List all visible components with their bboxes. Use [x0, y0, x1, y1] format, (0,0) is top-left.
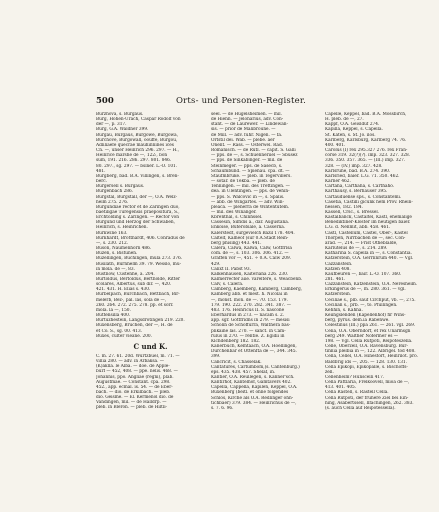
index-line: Camberg, Kaemberg, Kamberg, Camberg, [211, 287, 303, 293]
index-line: Calv, s. Calera. [211, 282, 244, 288]
index-line: Buxenberg (beitl. et ohne folgendes [211, 390, 289, 396]
index-line: pleaca. — plenerra de Wintentutem. [211, 204, 290, 210]
index-line: Celestinus (III.) ppa 261. — 261. vgl. 269. [325, 323, 416, 329]
index-line: Katzerstein. [325, 292, 352, 298]
index-line: Benediktiner-Kloster im heutigen baier. [325, 220, 411, 226]
index-line: Caltelf, Kälheof (sur 0.A.Stadt Rein- [211, 235, 289, 241]
index-line: 483. 176. Heinricus II. S. nascone [211, 307, 285, 313]
index-line: Kantier, O.A. Reüllegen, s. Kanner'sch. [211, 374, 295, 380]
index-line: Cn. —, unser Heinrich 296. 297. — H., [96, 148, 180, 154]
index-line: corse 319. 32(?)(?). imp. 323. 327. 328. [325, 153, 411, 159]
index-line: eps. 435. 438. 457. Shelaf, in. [211, 369, 276, 375]
index-line: Celle, Oberzell, O.A. Ravensburg. Bur- [325, 344, 408, 350]
index-line: Karlutelus de —, s. 214. 289. [325, 246, 388, 252]
index-line: Burchove, Burgowall, oouffe, Burgou, [96, 137, 178, 143]
index-line: de Mill. — adv. fuhr. Nigen. — fa. [211, 132, 283, 138]
index-line: Kehhin, s. Kahna. [325, 307, 363, 313]
index-line: —, s. 230. 212. [96, 240, 129, 246]
index-line: plikaine las. 270. — sanct. in Cam- [211, 328, 286, 334]
section-heading: C und K. [133, 341, 168, 351]
index-line: 179. 190. 222. 270. 282. 341. 387. — [211, 302, 291, 308]
index-line: 260. 264. 272. 275. 278. pp. et sorr. [96, 302, 174, 308]
index-line: Burkhardt, Brotthardt, 406. Conradus de [96, 235, 185, 241]
index-line: Buzen, s. Bistunen. [96, 251, 138, 257]
index-line: scolares, Albertus, sub dir. —, 420. [96, 282, 172, 288]
index-line: Cazzanstein. [325, 261, 353, 267]
index-line: baetiligae Turegensis praepositura, S., [96, 209, 180, 215]
index-line: Casetia, Castilli gicunk hem Prov. Rhein- [325, 199, 413, 205]
index-line: 421. 431. H. Elias s. 430. [96, 287, 151, 293]
index-line: Burgau, Burgaus, Burgowe, Burgowa, [96, 132, 179, 138]
index-line: 481. [96, 168, 106, 174]
index-line: Burtuzhestein, Langsdrotingen 219. 220. [96, 318, 185, 324]
index-line: hessen, 182. 184. [325, 204, 363, 210]
index-line: Kastalbanck, Castaltel, Kastl, ehemalige [325, 215, 412, 221]
index-line: 198. — Vgl. Cella Rutpoti, Reipoteszella. [325, 338, 413, 344]
index-line: Kaufbeuren —, bair. L.-O. 107. 360. [325, 271, 402, 277]
index-line: s. 7. 6. 96. [211, 405, 234, 411]
index-line: Staufmbrüke. — pleb. in Tegervillers. [211, 173, 292, 179]
index-line: Katzen 408. [325, 266, 351, 272]
index-line: Kappf, O.A. Geislduf 274. [325, 122, 380, 128]
index-line: Kantirhof, Kantelhof, Gamtavers 402. [211, 380, 292, 386]
index-line: Eberhardus in 273. — nacam s. 2. [211, 313, 285, 319]
index-line: — pps. de —, s. Schuenneriiel — Sbusez [211, 153, 298, 159]
index-line: Erchtolding s. Zaringen. — Rector von [96, 215, 179, 221]
index-line: 336. 350. 357. 365. — (III.) imp. 327. [325, 158, 406, 164]
index-line: Karthausy, s. Berhauser 395. [325, 189, 388, 195]
index-line: Burbelpach, Bürchbach, Bettbach, Bir- [96, 292, 180, 298]
index-line: Burgersell s. Burgaus. [96, 184, 145, 190]
index-line: berg, pyrus. dem.ia Rabenwe. [325, 318, 390, 324]
index-line: burf — 452, 408. — ppe. nelis. 468. — [96, 369, 178, 375]
index-line: Burkwine 163. [96, 230, 128, 236]
index-line: Kbrenthal, s. Chinhssel. [211, 215, 263, 221]
index-line: villia 280. — adv. in Arbaksa. — [96, 359, 165, 365]
index-line: 413. 401. 405. [325, 385, 357, 391]
index-line: H. pleb. de —, 27. [325, 117, 364, 123]
index-line: (K)aklla. le Alba. — doe. de Apple- [96, 364, 170, 370]
index-line: — abb. de Wingartes. — adv. Win- [211, 199, 284, 205]
index-line: Buzellingen, Büchingen, mula 273. 376. [96, 256, 183, 262]
index-line: Cella Pattlaria, Frelkoovell, mioa de —, [325, 380, 410, 386]
index-line: Burzhova, s. Burgaus. [96, 112, 144, 117]
index-line: Katzerstein, O.A. Gerrlinrum 440. — Vgl. [325, 256, 414, 262]
index-line: Burtoldus, Bertoldus, Bertholde, Ritter [96, 277, 180, 282]
index-line: hing, Asabertssell, Ilfachingen, 262. 383. [325, 400, 414, 406]
page-header [96, 96, 434, 110]
index-line: de Hienn. — Jeloharius, adv. Con- [211, 117, 284, 123]
index-line: Onent. — Rass. — Osterwel. Rad. [211, 142, 284, 148]
index-line: Buson, Naumenhorn 486. [96, 246, 152, 252]
index-line: in mola. de —, 83. [96, 266, 135, 272]
index-line: — mil. des Winanger. [211, 209, 257, 215]
index-line: Katharina S. capella in —, s. Constantia. [325, 251, 412, 257]
index-line: Burgundiae rector et de Zaringen duo, [96, 204, 180, 210]
index-line: Adliliaefe quecrae mauhinnines ices [96, 142, 174, 148]
index-line: Busilath, Burnhelm 39. 79. Wesslo, mu- [96, 261, 182, 267]
index-line: Cella Epikopi, Epikopalle, s. Bischoffs- [325, 364, 408, 370]
index-line: Cartauduense sps., s. Constantemi. [325, 194, 402, 200]
index-line: Kapilla, Keppel, s. Capella. [325, 127, 383, 133]
index-column-2 [211, 112, 320, 507]
index-line: Kalmerrecter aiie. vareltere, s. Weacbenb. [211, 277, 303, 282]
index-line: Vandingen, mil. — de Halldrp. — [96, 400, 167, 406]
index-line: Karlberg, Karlsburg, Karlberg 74. 76. [325, 137, 407, 143]
index-line: Karner 462. [325, 179, 351, 185]
index-line: 399. [211, 354, 221, 360]
index-line: Augustmae. — Constant. cpa. 298. [96, 379, 171, 385]
index-line: Burgberg, bad. B.A. Villingen, s. Bren- [96, 173, 179, 179]
index-line: Ceciliae s., plb. sauf Circhput, vb. —, 275. [325, 297, 416, 303]
index-line: Cazzanstein, Katzenstein, O.A. Neresheim. [325, 282, 418, 288]
index-line: tichbaer) 379. 384. — Heinrichus de —, [211, 400, 297, 406]
index-line: berg 249. Walther Nofermer es — [325, 333, 399, 339]
index-line: Capelle, Keppel, bad. B.A. Mossbirch, [325, 112, 407, 117]
index-line: Baldbrig ids —, 205. — 128. 130. 131. [325, 359, 407, 365]
index-line: Cecilian s., prb. —, to. Pfullingen. [325, 302, 398, 308]
index-line: Keiingslenden (Kapellenhof) fir Wins- [325, 313, 406, 319]
index-line: (s. auch Cella auf Reipotessella). [325, 405, 396, 411]
index-line: Graffen vor —, 451. ÷ 0.A. Calw 209. [211, 256, 292, 262]
index-line: Cartaha, Carthaha, s. Carthaho. [325, 184, 395, 190]
index-line: rulus in 270. — rentle. Z. Egidii in [211, 333, 285, 339]
index-line: 429. [211, 261, 221, 267]
index-line: Cella Rastell, s. Rastell Cella. [325, 390, 389, 396]
index-line: Ortstil dei. Wab. — plebe. aer [211, 137, 275, 143]
index-line: Schölin de Schöffurra, Walthera bas- [211, 323, 291, 329]
index-line: Enkoise, Buterobiale, a. Casserna. [211, 225, 286, 231]
index-line: Kamberg abb. et mest. h. Nicolai in [211, 292, 288, 298]
index-line: Burg, G.A. Waldner 399. [96, 127, 149, 133]
index-line: Cella Rutpoti, der frühere Ziel bei Ein- [325, 395, 409, 401]
index-line: Karlsried, baier. L.G. 71. 350. 462. [325, 173, 400, 179]
index-line: app. sgr. Gottfridns in 279. — mesisi [211, 318, 290, 324]
index-line: Cancricit, s. Chasselak. [211, 359, 262, 365]
index-line: Calixt II. Pabst 93. [211, 266, 251, 272]
index-line: Tenningen. — mil. des Trettingen. — [211, 184, 290, 190]
index-line: Thorpen, Nirrbachen de —, sec. Con- [325, 235, 406, 241]
index-line: berc. [96, 179, 107, 185]
index-line: Kalkenhausen, Kaiteriana 226. 230. [211, 271, 289, 277]
index-line: dea. in Ulentingen. — pps. de Vehin- [211, 189, 290, 195]
index-line: Buxensberg, Bruchen, der —, H. de [96, 323, 173, 329]
index-line: Carolus (I) rex 295.327 276. rex Fran- [325, 148, 408, 154]
index-line: stant. — de Laurewer. — Lindewan- [211, 122, 288, 128]
index-line: Cassesin, Silfidis a., dar. Augustana. [211, 220, 290, 226]
index-line: tinnia plelbia in —, 122. Albrigel. tod 408. [325, 349, 416, 355]
index-line: Erkingerus de —, m. 280. 361. — vgl. [325, 287, 406, 293]
index-line: com. de —, s. 103. 306. 306. 412. — [211, 251, 289, 257]
index-line: 281. 461. [325, 277, 346, 282]
index-line: Calera, Calwa, Kalwa, Calw, Gottfrlsa [211, 246, 292, 252]
index-line: Romanisch. — de Rütl. — capit. S. Galli [211, 148, 296, 154]
index-line: Kassell, Crsc., s. Bressel. [325, 209, 380, 215]
index-line: Burgstal, Burgstall, der —, O.A. Welz- [96, 194, 178, 200]
index-line: Karlsruhe, bad. B.A. 274. 390. [325, 168, 391, 174]
index-line: — pps. S. Walcovic in —, s. Spalis. [211, 194, 285, 200]
index-line: —, monst. mon. de —. 70. 153. 179. [211, 297, 288, 303]
index-line: — pps. de Sinkabinger. — mil. de [211, 158, 283, 164]
index-line: berg phising) 443. 441. [211, 240, 262, 246]
index-line: Steinmeger. — pps. de Sasecb, s. [211, 163, 283, 169]
index-line: pleb. in Bleron. — pleb. de Hiltli- [96, 405, 167, 411]
index-line: melerb, Bez-, pal. las, sola de —, [96, 297, 167, 303]
index-line: Burgenbach 286. [96, 189, 134, 195]
page-number: 500 [96, 96, 114, 106]
index-line: bach. — dio. de Erkilbach. — pleb. [96, 389, 171, 395]
index-line: Johannis, ppo. Angliae (regni), plab. [96, 374, 174, 380]
index-columns [96, 112, 434, 507]
index-line: St. Katen, s. St. Jo. ilos. [325, 132, 376, 138]
index-line: L.G. d. Nenmit, abb. 458. 461. [325, 225, 391, 231]
index-line: et Co. S., sg. 00. 413. [96, 328, 143, 334]
index-line: heim 275. 276. [96, 199, 129, 205]
index-line: Heinrich, s. Heinrichen. [96, 225, 148, 231]
index-line: seel. — de Hugelsheimen. — mil. [211, 112, 282, 117]
index-line: Buttensilla 400. [96, 313, 131, 319]
index-line: Schaumbund. — Spienau. cpa. dt. — [211, 168, 290, 174]
index-line: Heinrice marshe de —, 122:, bon [96, 153, 168, 159]
index-line: Klchdenberg 182. 182. [211, 338, 261, 344]
index-line: — sotar. de Tekba. — pleb. de [211, 179, 275, 185]
index-line: dio. Geisme. — El. Kermenol dio. de [96, 395, 174, 401]
index-line: C. m. 27. 61. 20d. Wurtzbuel, m. 71. — [96, 353, 180, 359]
index-line: Burgund und Herzog der Schwaben, [96, 220, 175, 226]
index-line: zell. [325, 369, 334, 375]
index-line: Kanerbuch, Kemtaach, O.A. Hoellingen, [211, 344, 297, 350]
index-line: 328. — (IV.) imp. 327. 428. [325, 163, 383, 169]
index-line: Cellenheim? Hunscelli 417. [325, 374, 385, 380]
index-line: Buxes, culter vieane. 200. [96, 333, 152, 339]
index-line: Castl, Castellum, Castel, Ober-, Kastel [325, 230, 408, 236]
index-line: 452., app. ecmal. is. 54. — de Eber- [96, 384, 173, 390]
index-line: Cantatures, Cartumbom,(s. Cantenburg.) [211, 364, 300, 370]
index-line: Kalerstedt, surgevielch Bazil 178. 404. [211, 230, 295, 236]
index-line: Durchenbar et Ottenfta de —, 344. 345. [211, 349, 297, 355]
index-line: Burg, Hohen-Urach, Caspar Rödolf von [96, 117, 181, 123]
index-line: Celia, O.A. Oberndorf, et rex Unarmsgn [325, 328, 411, 334]
index-line: 80. 297., sg. 297. — bsiner. L.-O. 101. [96, 163, 178, 169]
index-line: Cella, Cellel, O.A. Hinestort, Heinrilot. pro. [325, 354, 418, 360]
index-line: Capella, Cappella, Kapilen, Keppel, O.A. [211, 385, 298, 391]
index-line: Bustnow, Custenhe, a. 204. [96, 271, 155, 277]
index-line: der —, p. 317. [96, 122, 127, 128]
index-line: 400. 401. [325, 142, 346, 148]
index-line: mola. la —, 150. [96, 307, 131, 313]
index-column-3 [325, 112, 434, 507]
running-title: Orts- und Personen-Register. [176, 96, 307, 106]
index-line: arad. —, 214. — Frist Otheblalde, [325, 240, 398, 246]
index-line: Schlos, Kirche als O.A. Redlinger ohn- [211, 395, 294, 401]
index-line: sum, 191. 216. 286. 297. 801. 846. [96, 158, 172, 164]
index-column-1 [96, 112, 205, 507]
index-line: sis. — prior de Malibroune. — [211, 127, 276, 133]
